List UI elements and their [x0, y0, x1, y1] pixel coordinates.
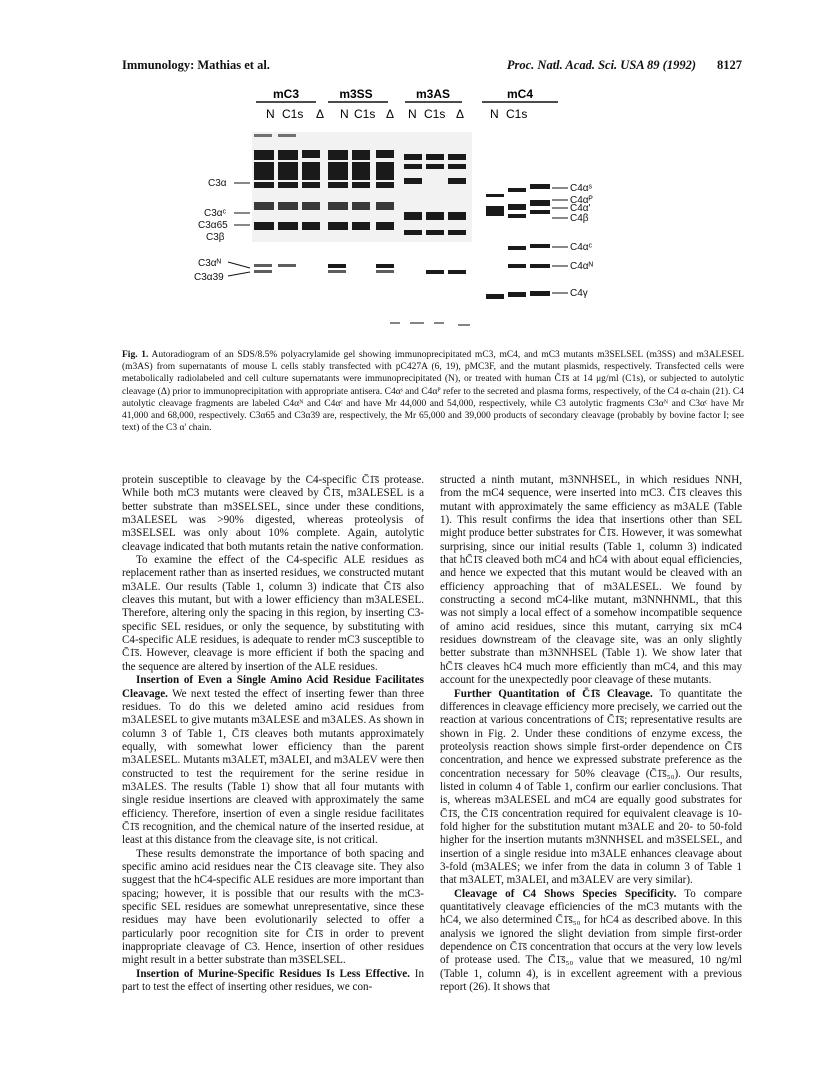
paragraph — [122, 674, 424, 847]
caption-label: Fig. 1. — [122, 350, 149, 360]
lane-label: Δ — [456, 107, 465, 121]
right-band-labels — [552, 183, 594, 299]
lane-label: N — [490, 107, 499, 121]
paragraph: protein susceptible to cleavage by the C4-specific C̄1̄s̄ protease. While both mC3 mutants were cleaved by C̄1̄s̄, m3ALESEL is a better substrate than m3SELSEL, since under these conditions, m3ALESEL was >90% digested, whereas proteolysis of m3SELSEL was only about 10% complete. Again, autolytic cleavage indicated that both mutants retain the native conformation. — [122, 474, 424, 553]
band-label: C3α — [208, 178, 227, 189]
header-journal: Proc. Natl. Acad. Sci. USA 89 (1992) — [506, 58, 696, 72]
paragraph-text: To compare quantitatively cleavage efficiencies of the mC3 mutants with the hC4, we also determined C̄1̄s̄₅₀ for hC4 as described above. In this analysis we ignored the slight deviation from simple first-order dependence on C̄1̄s̄ concentration that occurs at the very low levels of protease used. The C̄1̄s̄₅₀ value that we measured, 10 ng/ml (Table 1, column 4), is in excellent agreement with a previous report (26). It shows that — [440, 887, 742, 994]
band-label: C3αᴺ — [198, 258, 221, 269]
band-label: C4αˢ — [570, 183, 592, 194]
lane-label: Δ — [316, 107, 325, 121]
gel-bottom-marks — [390, 322, 470, 326]
paragraph-text: We next tested the effect of inserting fewer than three residues. To do this we deleted amino acid residues from m3ALESEL to give mutants m3ALESE and m3ALES. As shown in column 3 of Table 1, C̄1̄s̄ cleaves both mutants approximately equally, with somewhat lower efficiency than the parent m3ALESEL. Mutants m3ALET, m3ALEI, and m3ALEV were then constructed to test the requirement for the serine residue in m3ALES. The results (Table 1) show that all four mutants with single residue insertions are cleaved with approximately the same efficiency. Therefore, insertion of even a single residue facilitates C̄1̄s̄ recognition, and the chemical nature of the inserted residue, at least at this distance from the cleavage site, is not critical. — [122, 687, 424, 847]
paragraph: These results demonstrate the importance of both spacing and specific amino acid residues near the C̄1̄s̄ cleavage site. They also suggest that the hC4-specific ALE residues are more important than spacing; however, it is possible that our results with the mC3-specific SEL residues are somewhat unrepresentative, since these residues may have been evolutionarily selected to offer a particularly poor recognition site for C̄1̄s̄ in order to prevent inappropriate cleavage of C3. Hence, insertion of other residues might result in a better substrate than m3SELSEL. — [122, 847, 424, 967]
section-heading: Insertion of Even a Single Amino Acid Residue Facilitates Cleavage. — [122, 674, 424, 700]
band-label: C4αᴺ — [570, 261, 593, 272]
band-label: C3α65 — [198, 220, 228, 231]
band-label: C4β — [570, 213, 589, 224]
group-label-m3SS: m3SS — [339, 87, 373, 101]
c4-lane-bands — [486, 184, 550, 299]
group-label-mC3: mC3 — [272, 87, 300, 101]
paragraph — [122, 968, 424, 995]
running-header — [122, 58, 742, 74]
lane-label: C1s — [354, 107, 376, 121]
figure-1-gel — [190, 84, 650, 344]
lane-label: Δ — [386, 107, 395, 121]
lane-label: N — [340, 107, 349, 121]
band-label: C4α' — [570, 203, 591, 214]
caption-text: Autoradiogram of an SDS/8.5% polyacrylamide gel showing immunoprecipitated mC3, mC4, and mC3 mutants m3SELSEL (m3SS) and m3ALESEL (m3AS) from supernatants of mouse L cells stably transfected with pC427A (6, 19), pMC3F, and the mutant plasmids, respectively. Transfected cells were metabolically radiolabeled and cell culture supernatants were immunoprecipitated (N), or treated with human C̄1̄s̄ at 14 μg/ml (C1s), or subjected to autolytic cleavage (Δ) prior to immunoprecipitation with appropriate antisera. C4αˢ and C4αᴾ refer to the secreted and plasma forms, respectively, of the C4 α-chain (21). C4 autolytic cleavage fragments are labeled C4αᴺ and C4αᶜ and have Mr 44,000 and 54,000, respectively, while C3 autolytic fragments C3αᴺ and C3αᶜ have Mr 41,000 and 68,000, respectively. C3α65 and C3α39 are, respectively, the Mr 65,000 and 39,000 products of secondary cleavage (probably by bovine factor I; see text) of the C3 α' chain. — [122, 350, 744, 434]
band-label: C4αᴾ — [570, 195, 593, 206]
paragraph — [440, 688, 742, 888]
left-band-labels — [194, 178, 250, 283]
left-column — [122, 474, 424, 994]
paragraph: To examine the effect of the C4-specific ALE residues as replacement rather than as inserted residues, we constructed mutant m3ALE. Our results (Table 1, column 3) indicate that C̄1̄s̄ also cleaves this mutant, but with a lower efficiency than m3ALESEL. Therefore, altering only the spacing in this region, by inserting C3-specific SEL residues, or only the sequence, by substituting with C4-specific ALE residues, is adequate to render mC3 susceptible to C̄1̄s̄. However, cleavage is more efficient if both the spacing and the sequence are altered by insertion of the ALE residues. — [122, 554, 424, 673]
gel-autoradiogram — [190, 84, 650, 344]
right-column — [440, 474, 742, 994]
band-label: C4γ — [570, 288, 588, 299]
lane-label: N — [266, 107, 275, 121]
paragraph — [440, 888, 742, 995]
section-heading: Cleavage of C4 Shows Species Specificity. — [454, 887, 677, 900]
section-heading: Insertion of Murine-Specific Residues Is Less Effective. — [136, 967, 410, 980]
lane-label: C1s — [506, 107, 528, 121]
paragraph: structed a ninth mutant, m3NNHSEL, in which residues NNH, from the mC4 sequence, were inserted into mC3. C̄1̄s̄ cleaves this mutant with approximately the same efficiency as m3ALE (Table 1). This result confirms the idea that insertions other than SEL might produce better substrates for C̄1̄s̄. However, it was somewhat surprising, since our initial results (Table 1, column 3) indicated that hC̄1̄s̄ cleaved both mC4 and hC4 with about equal efficiencies, and hence we expected that this mutant would be cleaved with an efficiency approaching that of m3ALESEL. We found by constructing a second mC4-like mutant, m3NNHNML, that this was not simply a local effect of a somehow incompatible sequence of amino acid residues, since this mutant, carrying six mC4 residues downstream of the cleavage site, was an only slightly better substrate than m3NNHSEL (Table 1). We show later that hC̄1̄s̄ cleaves hC4 much more efficiently than mC4, and this may account for the unexpectedly poor cleavage of these mutants. — [440, 474, 742, 687]
paragraph-text: In part to test the effect of inserting other residues, we con- — [122, 967, 424, 994]
page-number: 8127 — [717, 58, 742, 72]
band-label: C3α39 — [194, 272, 224, 283]
group-label-m3AS: m3AS — [415, 87, 451, 101]
band-label: C3αᶜ — [204, 208, 227, 219]
band-label: C4αᶜ — [570, 242, 593, 253]
lane-label: C1s — [424, 107, 446, 121]
section-heading: Further Quantitation of C̄1̄s̄ Cleavage. — [454, 687, 653, 700]
lane-label: C1s — [282, 107, 304, 121]
group-label-mC4: mC4 — [506, 87, 534, 101]
band-label: C3β — [206, 232, 225, 243]
header-section: Immunology: Mathias et al. — [122, 58, 270, 72]
paragraph-text: To quantitate the differences in cleavage efficiency more precisely, we carried out the reaction at various concentrations of C̄1̄s̄; representative results are shown in Fig. 2. Under these conditions of enzyme excess, the proteolysis reaction shows simple first-order dependence on C̄1̄s̄ concentration, and hence we expressed substrate preference as the concentration necessary for 50% cleavage (C̄1̄s̄₅₀). Our results, listed in column 4 of Table 1, confirm our earlier conclusions. That is, whereas m3ALESEL and mC4 are equally good substrates for C̄1̄s̄, the C̄1̄s̄ concentration required for equivalent cleavage is 10-fold higher for the substitution mutant m3ALE and 20- to 50-fold higher for the insertion mutants m3NNHSEL and m3SELSEL, and insertion of a single residue into m3ALE enhances cleavage about 3-fold (m3ALES; we infer from the data in column 3 of Table 1 that m3ALET, m3ALEI, and m3ALEV are very similar). — [440, 687, 742, 887]
figure-caption — [122, 349, 744, 434]
lane-label: N — [408, 107, 417, 121]
